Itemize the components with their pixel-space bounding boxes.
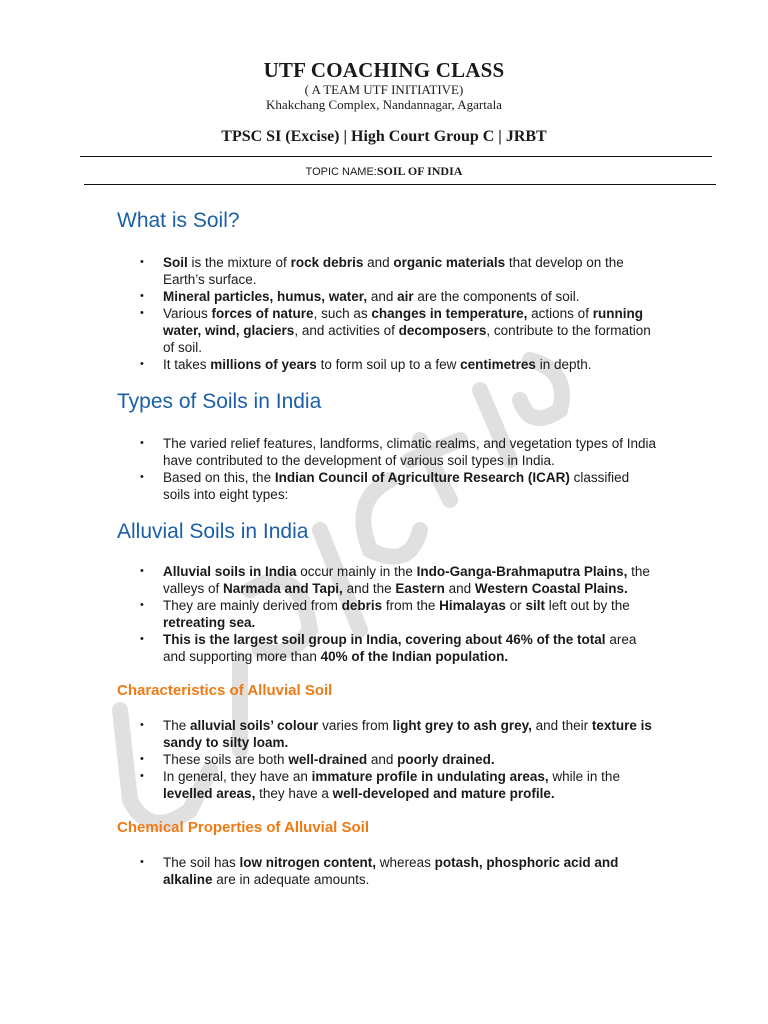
list-item: • Based on this, the Indian Council of Agriculture Research (ICAR) classified soils into eight types: xyxy=(117,469,657,503)
topic-value: SOIL OF INDIA xyxy=(376,164,463,178)
list-characteristics xyxy=(117,717,657,802)
list-item: • This is the largest soil group in India, covering about 46% of the total area and supporting more than 40% of the Indian population. xyxy=(117,631,657,665)
list-item: • Various forces of nature, such as changes in temperature, actions of running water, wind, glaciers, and activities of decomposers, contribute to the formation of soil. xyxy=(117,305,657,356)
heading-characteristics: Characteristics of Alluvial Soil xyxy=(117,682,333,699)
list-item: • In general, they have an immature profile in undulating areas, while in the levelled areas, they have a well-developed and mature profile. xyxy=(117,768,657,802)
divider-top xyxy=(80,156,712,157)
list-item: • The varied relief features, landforms, climatic realms, and vegetation types of India have contributed to the development of various soil types in India. xyxy=(117,435,657,469)
exam-list: TPSC SI (Excise) | High Court Group C | JRBT xyxy=(221,128,547,145)
org-subtitle: ( A TEAM UTF INITIATIVE) xyxy=(304,82,464,97)
list-item: • Soil is the mixture of rock debris and organic materials that develop on the Earth’s surface. xyxy=(117,254,657,288)
heading-what-is-soil: What is Soil? xyxy=(117,209,240,232)
heading-alluvial-soils: Alluvial Soils in India xyxy=(117,520,309,543)
list-item: • These soils are both well-drained and poorly drained. xyxy=(117,751,657,768)
list-chemical-properties xyxy=(117,854,657,888)
list-item: • They are mainly derived from debris from the Himalayas or silt left out by the retreating sea. xyxy=(117,597,657,631)
heading-chemical-properties: Chemical Properties of Alluvial Soil xyxy=(117,819,370,836)
list-types-of-soils xyxy=(117,435,657,503)
list-alluvial-soils xyxy=(117,563,657,665)
list-item: • The alluvial soils’ colour varies from light grey to ash grey, and their texture is sandy to silty loam. xyxy=(117,717,657,751)
topic-label: TOPIC NAME: xyxy=(305,166,377,178)
divider-bottom xyxy=(84,184,716,185)
topic-line xyxy=(0,164,768,179)
list-item: • It takes millions of years to form soil up to a few centimetres in depth. xyxy=(117,356,657,373)
org-title: UTF COACHING CLASS xyxy=(263,58,505,82)
document-body xyxy=(117,206,657,888)
list-item: • Alluvial soils in India occur mainly in the Indo-Ganga-Brahmaputra Plains, the valleys of Narmada and Tapi, and the Eastern and Western Coastal Plains. xyxy=(117,563,657,597)
org-address: Khakchang Complex, Nandannagar, Agartala xyxy=(266,97,502,112)
document-header xyxy=(0,58,768,112)
list-item: • Mineral particles, humus, water, and air are the components of soil. xyxy=(117,288,657,305)
heading-types-of-soils: Types of Soils in India xyxy=(117,390,322,413)
list-item: • The soil has low nitrogen content, whereas potash, phosphoric acid and alkaline are in adequate amounts. xyxy=(117,854,657,888)
list-what-is-soil xyxy=(117,254,657,373)
